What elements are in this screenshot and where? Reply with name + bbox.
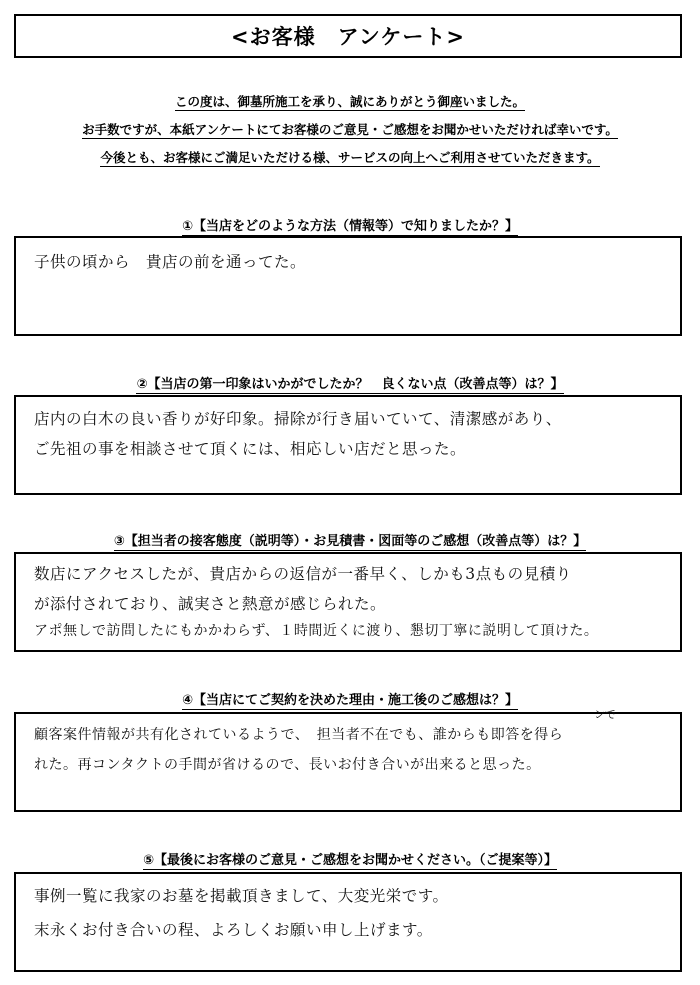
- answer-1-line-1: 子供の頃から 貴店の前を通ってた。: [34, 253, 307, 271]
- answer-3-line-2: が添付されており、誠実さと熱意が感じられた。: [34, 595, 387, 613]
- intro-line-1: この度は、御墓所施工を承り、誠にありがとう御座いました。: [174, 94, 525, 109]
- answer-2-line-1: 店内の白木の良い香りが好印象。掃除が行き届いていて、清潔感があり、: [34, 410, 562, 428]
- question-5: ⑤【最後にお客様のご意見・ご感想をお聞かせください。（ご提案等）】: [142, 853, 557, 868]
- answer-2-line-2: ご先祖の事を相談させて頂くには、相応しい店だと思った。: [34, 440, 467, 458]
- answer-3-line-3: アポ無しで訪問したにもかかわらず、１時間近くに渡り、懇切丁寧に説明して頂けた。: [34, 623, 599, 639]
- answer-5-line-1: 事例一覧に我家のお墓を掲載頂きまして、大変光栄です。: [34, 887, 449, 905]
- question-2: ②【当店の第一印象はいかがでしたか？ 良くない点（改善点等）は？】: [136, 377, 564, 392]
- answer-box-1: [14, 236, 682, 336]
- answer-box-3: [14, 552, 682, 652]
- answer-box-5: [14, 872, 682, 972]
- question-3: ③【担当者の接客態度（説明等）・お見積書・図面等のご感想（改善点等）は？】: [113, 534, 587, 549]
- answer-4-line-1: 顧客案件情報が共有化されているようで、 担当者不在でも、誰からも即答を得ら: [34, 727, 564, 743]
- answer-4-ruby: ンで: [594, 708, 616, 721]
- question-4: ④【当店にてご契約を決めた理由・施工後のご感想は？】: [181, 693, 518, 708]
- answer-4-line-2: れた。再コンタクトの手間が省けるので、長いお付き合いが出来ると思った。: [34, 757, 541, 773]
- answer-box-2: [14, 395, 682, 495]
- survey-title: <お客様 アンケート>: [14, 14, 682, 58]
- answer-5-line-2: 末永くお付き合いの程、よろしくお願い申し上げます。: [34, 921, 433, 939]
- intro-line-3: 今後とも、お客様にご満足いただける様、サービスの向上へご利用させていただきます。: [100, 150, 600, 165]
- answer-box-4: [14, 708, 682, 812]
- question-1: ①【当店をどのような方法（情報等）で知りましたか？】: [181, 219, 518, 234]
- intro-line-2: お手数ですが、本紙アンケートにてお客様のご意見・ご感想をお聞かせいただければ幸いです。: [82, 122, 618, 137]
- answer-3-line-1: 数店にアクセスしたが、貴店からの返信が一番早く、しかも3点もの見積り: [34, 565, 572, 583]
